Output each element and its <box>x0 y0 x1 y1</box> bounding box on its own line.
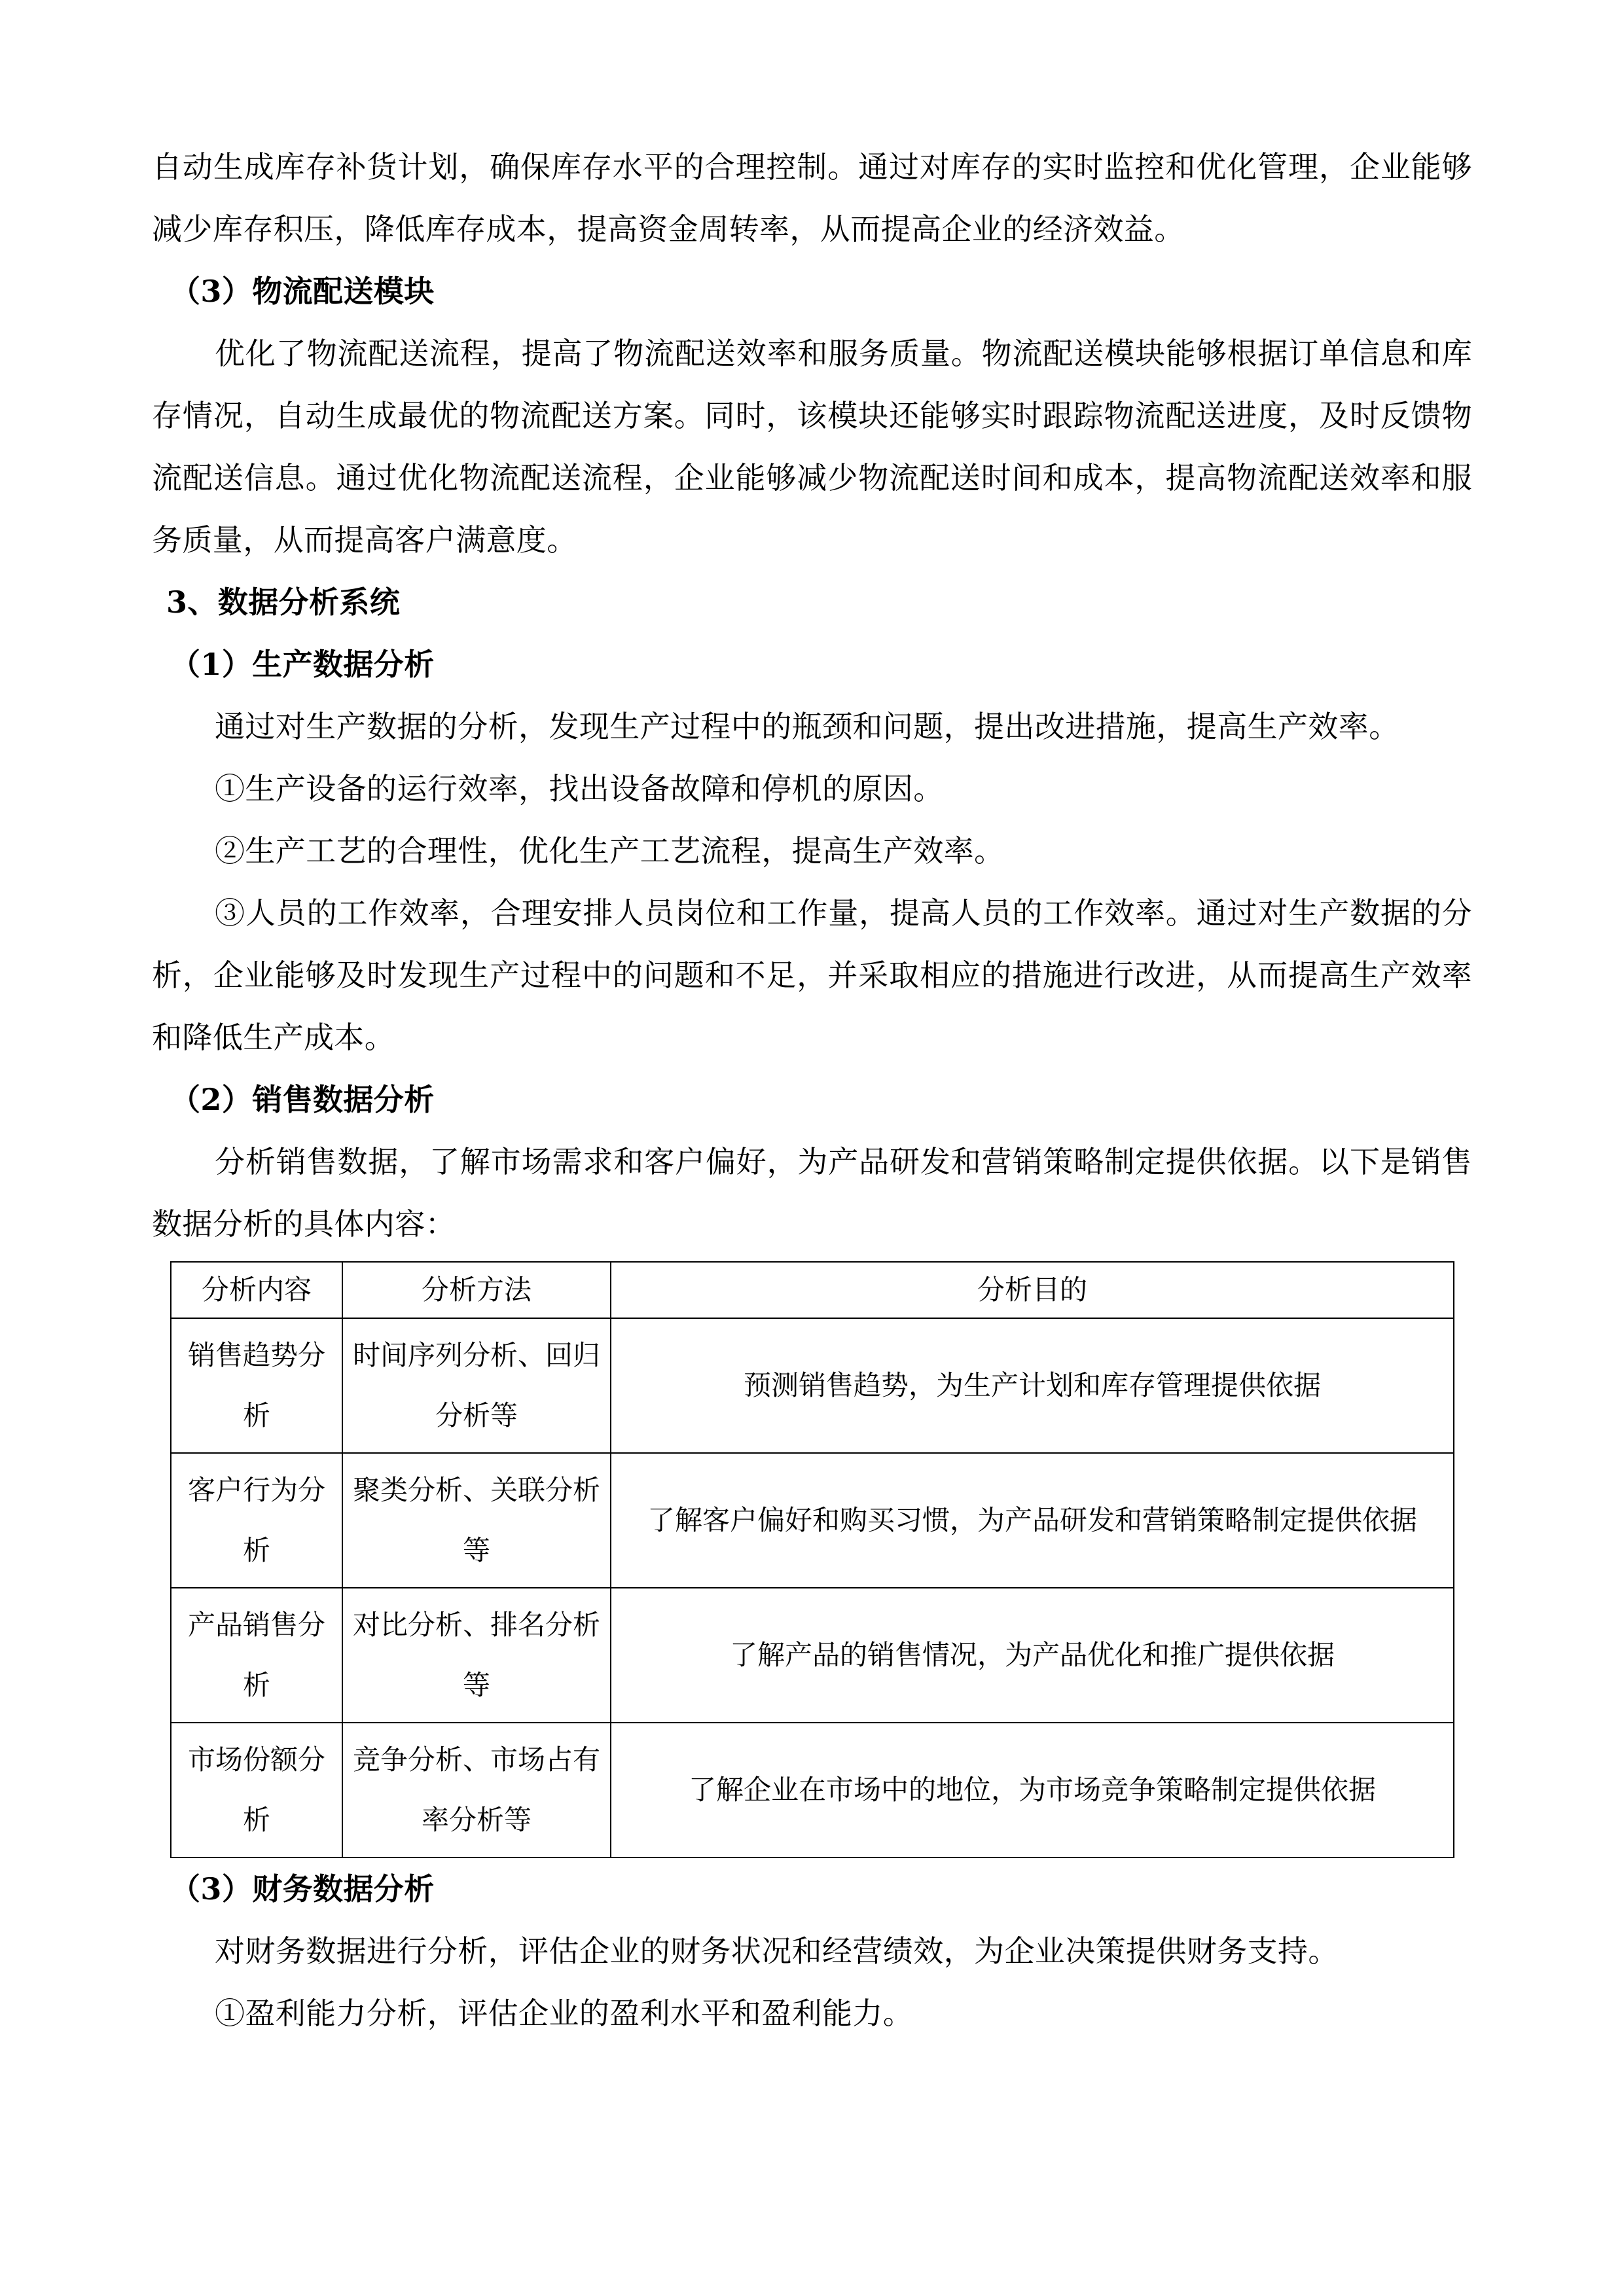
table-cell-content: 销售趋势分析 <box>171 1318 342 1453</box>
table-header-method: 分析方法 <box>342 1262 611 1318</box>
heading-production-data-analysis: （1）生产数据分析 <box>170 647 435 682</box>
table-cell-content: 市场份额分析 <box>171 1723 342 1857</box>
table-header-content: 分析内容 <box>171 1262 342 1318</box>
heading-sales-data-analysis: （2）销售数据分析 <box>170 1082 435 1117</box>
paragraph-inventory: 自动生成库存补货计划，确保库存水平的合理控制。通过对库存的实时监控和优化管理，企业能够减少库存积压，降低库存成本，提高资金周转率，从而提高企业的经济效益。 <box>152 149 1472 247</box>
table-header-row <box>171 1262 1454 1318</box>
paragraph-logistics: 优化了物流配送流程，提高了物流配送效率和服务质量。物流配送模块能够根据订单信息和库存情况，自动生成最优的物流配送方案。同时，该模块还能够实时跟踪物流配送进度，及时反馈物流配送信息。通过优化物流配送流程，企业能够减少物流配送时间和成本，提高物流配送效率和服务质量，从而提高客户满意度。 <box>152 336 1472 558</box>
table-cell-method: 聚类分析、关联分析等 <box>342 1453 611 1588</box>
heading-finance-data-analysis: （3）财务数据分析 <box>170 1871 435 1907</box>
table-row <box>171 1318 1454 1453</box>
table-cell-purpose: 了解企业在市场中的地位，为市场竞争策略制定提供依据 <box>611 1723 1454 1857</box>
table-cell-content: 产品销售分析 <box>171 1588 342 1723</box>
table-cell-method: 竞争分析、市场占有率分析等 <box>342 1723 611 1857</box>
heading-data-analysis-system: 3、数据分析系统 <box>166 584 401 620</box>
table-cell-purpose: 了解客户偏好和购买习惯，为产品研发和营销策略制定提供依据 <box>611 1453 1454 1588</box>
table-cell-method: 时间序列分析、回归分析等 <box>342 1318 611 1453</box>
table-row <box>171 1453 1454 1588</box>
table-cell-method: 对比分析、排名分析等 <box>342 1588 611 1723</box>
table-body <box>171 1262 1454 1857</box>
table-cell-purpose: 预测销售趋势，为生产计划和库存管理提供依据 <box>611 1318 1454 1453</box>
list-item-production-1: ①生产设备的运行效率，找出设备故障和停机的原因。 <box>215 771 944 806</box>
paragraph-production-item-3: ③人员的工作效率，合理安排人员岗位和工作量，提高人员的工作效率。通过对生产数据的分析，企业能够及时发现生产过程中的问题和不足，并采取相应的措施进行改进，从而提高生产效率和降低生产成本。 <box>152 895 1472 1055</box>
paragraph-sales: 分析销售数据，了解市场需求和客户偏好，为产品研发和营销策略制定提供依据。以下是销售数据分析的具体内容： <box>152 1144 1472 1242</box>
document-body <box>152 136 1472 2045</box>
paragraph-finance: 对财务数据进行分析，评估企业的财务状况和经营绩效，为企业决策提供财务支持。 <box>215 1933 1339 1969</box>
paragraph-production: 通过对生产数据的分析，发现生产过程中的瓶颈和问题，提出改进措施，提高生产效率。 <box>215 709 1399 744</box>
table-row <box>171 1723 1454 1857</box>
sales-analysis-table <box>170 1261 1454 1858</box>
table-row <box>171 1588 1454 1723</box>
table-cell-purpose: 了解产品的销售情况，为产品优化和推广提供依据 <box>611 1588 1454 1723</box>
table-cell-content: 客户行为分析 <box>171 1453 342 1588</box>
heading-logistics-module: （3）物流配送模块 <box>170 274 435 309</box>
list-item-production-2: ②生产工艺的合理性，优化生产工艺流程，提高生产效率。 <box>215 833 1005 869</box>
table-header-purpose: 分析目的 <box>611 1262 1454 1318</box>
list-item-finance-1: ①盈利能力分析，评估企业的盈利水平和盈利能力。 <box>215 1996 914 2031</box>
